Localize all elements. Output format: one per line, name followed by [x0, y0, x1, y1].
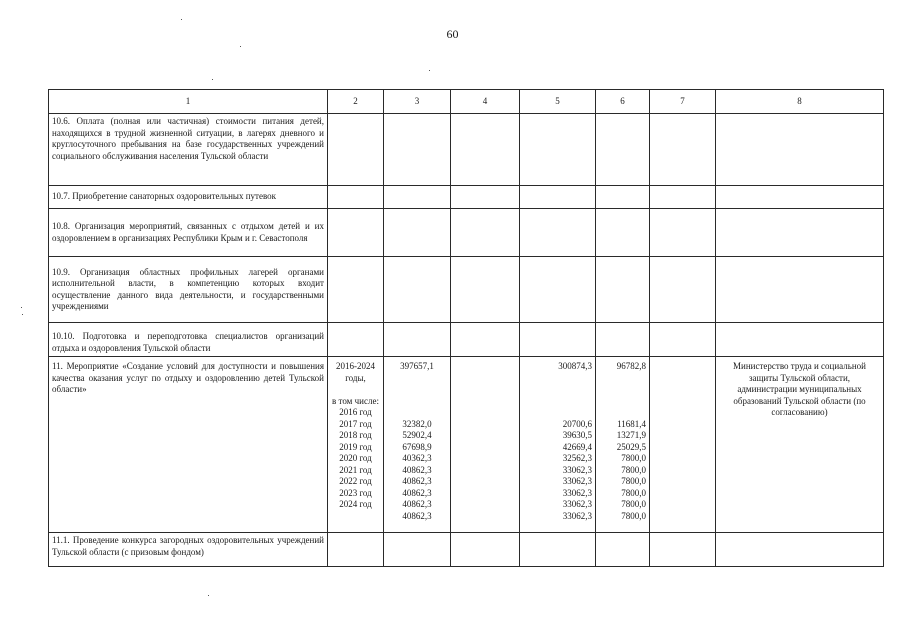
col5-value: 20700,6: [562, 418, 592, 429]
col5-value: 33062,3: [562, 499, 592, 509]
row-description: 10.7. Приобретение санаторных оздоровительных путевок: [49, 186, 328, 209]
year-label: 2016 год: [339, 407, 372, 417]
col5-value: 42669,4: [562, 441, 592, 452]
row-description: 10.9. Организация областных профильных лагерей органами исполнительной власти, в компетенцию которых входит осуществление данного вида деятельности, и государственными учреждениями: [49, 257, 328, 323]
table-row: [49, 209, 884, 257]
table-row: [49, 323, 884, 357]
scan-speck: [22, 314, 23, 315]
executor-cell: Министерство труда и социальной защиты Тульской области, администрации муниципальных образований Тульской области (по согласованию): [716, 357, 884, 533]
header-row: [49, 90, 884, 114]
row-description: 10.8. Организация мероприятий, связанных с отдыхом детей и их оздоровлением в организациях Республики Крым и г. Севастополя: [49, 209, 328, 257]
year-label: 2017 год: [339, 418, 372, 429]
row-description: 11.1. Проведение конкурса загородных оздоровительных учреждений Тульской области (с призовым фондом): [49, 533, 328, 567]
year-label: 2018 год: [339, 430, 372, 440]
header-cell: 6: [596, 90, 650, 114]
year-label: 2023 год: [339, 487, 372, 498]
year-label: 2024 год: [339, 499, 372, 509]
page-number: 60: [446, 27, 459, 41]
scan-speck: [212, 79, 213, 80]
year-label: 2020 год: [339, 453, 372, 463]
col5-value: 39630,5: [562, 430, 592, 440]
in-total-label: в том числе:: [332, 395, 379, 406]
header-cell: 8: [716, 90, 884, 114]
col6-cell: [596, 357, 650, 533]
col5-value: 32562,3: [562, 453, 592, 463]
col5-cell: [520, 357, 596, 533]
row-description: 11. Мероприятие «Создание условий для доступности и повышения качества оказания услуг по отдыху и оздоровлению детей Тульской области»: [49, 357, 328, 533]
col6-total: 96782,8: [616, 361, 646, 371]
year-label: 2022 год: [339, 476, 372, 486]
header-cell: 5: [520, 90, 596, 114]
year-label: 2021 год: [339, 464, 372, 475]
col3-value: 67698,9: [402, 441, 432, 452]
col6-value: 7800,0: [621, 499, 646, 509]
col5-value: 33062,3: [562, 464, 592, 475]
col3-value: 40862,3: [402, 476, 432, 486]
header-cell: 7: [650, 90, 716, 114]
col3-value: 40862,3: [402, 487, 432, 498]
scan-speck: [429, 70, 430, 71]
header-cell: 4: [451, 90, 520, 114]
col3-value: 32382,0: [402, 418, 432, 429]
col3-value: 40862,3: [402, 464, 432, 475]
col3-value: 52902,4: [402, 430, 432, 440]
row-description: 10.10. Подготовка и переподготовка специалистов организаций отдыха и оздоровления Тульской области: [49, 323, 328, 357]
col5-value: 33062,3: [562, 487, 592, 498]
col6-value: 7800,0: [621, 510, 646, 521]
program-table: [48, 89, 884, 567]
col3-cell: [384, 357, 451, 533]
table-row: [49, 357, 884, 533]
col5-value: 33062,3: [562, 476, 592, 486]
col6-value: 25029,5: [616, 441, 646, 452]
col3-value: 40862,3: [402, 499, 432, 509]
table-row: [49, 257, 884, 323]
col6-value: 7800,0: [621, 464, 646, 475]
table-row: [49, 533, 884, 567]
col6-value: 11681,4: [617, 418, 646, 429]
col6-value: 7800,0: [621, 476, 646, 486]
table-row: [49, 186, 884, 209]
col3-total: 397657,1: [400, 361, 434, 371]
col6-value: 7800,0: [621, 487, 646, 498]
row-description: 10.6. Оплата (полная или частичная) стоимости питания детей, находящихся в трудной жизненной ситуации, в лагерях дневного и круглосуточного пребывания на базе государственных учреждений социального обслуживания населения Тульской области: [49, 114, 328, 186]
header-cell: 3: [384, 90, 451, 114]
year-label: 2019 год: [339, 441, 372, 452]
header-cell: 2: [328, 90, 384, 114]
scan-speck: [181, 19, 182, 20]
scan-speck: [208, 595, 209, 596]
col5-value: 33062,3: [562, 510, 592, 521]
col3-value: 40362,3: [402, 453, 432, 463]
col3-value: 40862,3: [402, 510, 432, 521]
scan-speck: [21, 307, 22, 308]
table-row: [49, 114, 884, 186]
col6-value: 7800,0: [621, 453, 646, 463]
header-cell: 1: [49, 90, 328, 114]
period-total: 2016-2024 годы,: [336, 361, 375, 383]
col5-total: 300874,3: [558, 361, 592, 371]
scan-speck: [240, 46, 241, 47]
period-cell: [328, 357, 384, 533]
col6-value: 13271,9: [616, 430, 646, 440]
